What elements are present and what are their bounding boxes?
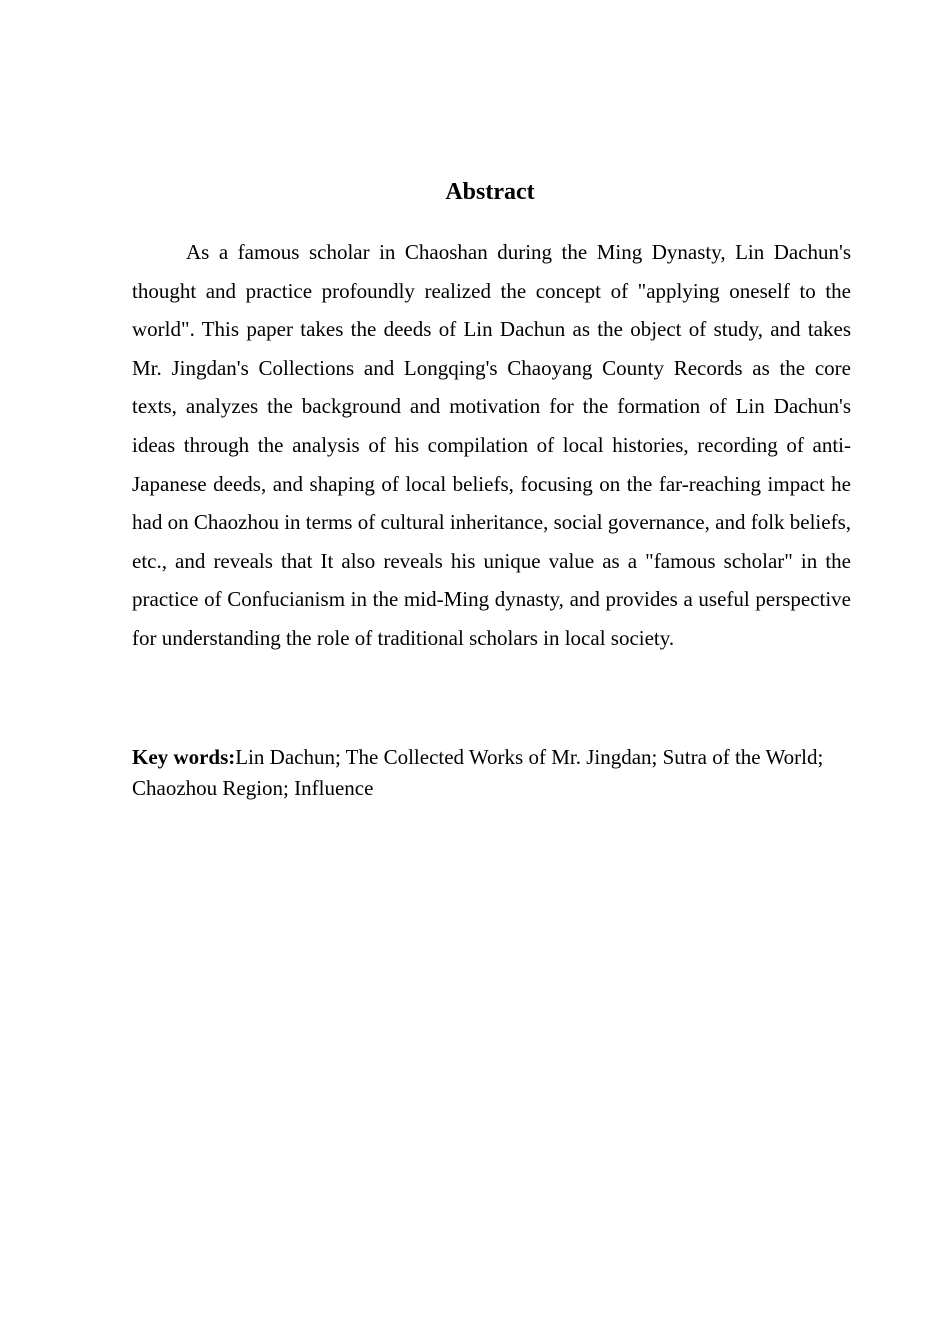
abstract-title: Abstract	[445, 179, 535, 205]
keywords-line	[132, 742, 851, 804]
keywords-label: Key words:	[132, 745, 236, 769]
keywords-text: Lin Dachun; The Collected Works of Mr. Jingdan; Sutra of the World; Chaozhou Region; Influence	[132, 745, 824, 800]
abstract-paragraph: As a famous scholar in Chaoshan during the Ming Dynasty, Lin Dachun's thought and practice profoundly realized the concept of "applying oneself to the world". This paper takes the deeds of Lin Dachun as the object of study, and takes Mr. Jingdan's Collections and Longqing's Chaoyang County Records as the core texts, analyzes the background and motivation for the formation of Lin Dachun's ideas through the analysis of his compilation of local histories, recording of anti-Japanese deeds, and shaping of local beliefs, focusing on the far-reaching impact he had on Chaozhou in terms of cultural inheritance, social governance, and folk beliefs, etc., and reveals that It also reveals his unique value as a "famous scholar" in the practice of Confucianism in the mid-Ming dynasty, and provides a useful perspective for understanding the role of traditional scholars in local society.	[132, 240, 852, 650]
